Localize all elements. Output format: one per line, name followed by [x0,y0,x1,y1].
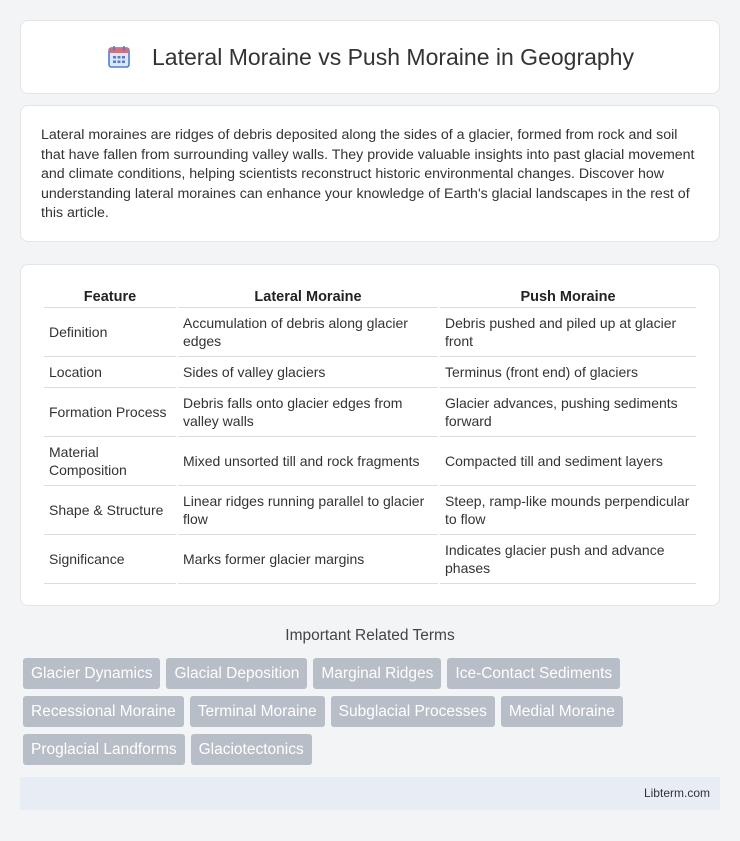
feature-cell: Shape & Structure [44,486,176,535]
footer [20,777,720,810]
intro-paragraph: Lateral moraines are ridges of debris deposited along the sides of a glacier, formed from rock and soil that have fallen from surrounding valley walls. They provide valuable insights into past glacial movement and climate conditions, helping scientists reconstruct historic environmental changes. Discover how understanding lateral moraines can enhance your knowledge of Earth's glacial landscapes in the rest of this article. [41,127,695,222]
push-cell: Debris pushed and piled up at glacier front [440,308,696,357]
related-term-tag[interactable]: Glaciotectonics [191,734,312,765]
intro-card [20,105,720,242]
calendar-icon [106,44,132,70]
feature-cell: Significance [44,535,176,584]
related-term-tag[interactable]: Subglacial Processes [331,696,495,727]
related-term-tag[interactable]: Medial Moraine [501,696,623,727]
lateral-cell: Accumulation of debris along glacier edges [178,308,438,357]
table-row [44,486,696,535]
header-inner [106,44,634,71]
table-row [44,308,696,357]
lateral-cell: Sides of valley glaciers [178,357,438,388]
page-title: Lateral Moraine vs Push Moraine in Geography [152,43,634,70]
comparison-card [20,264,720,606]
push-cell: Terminus (front end) of glaciers [440,357,696,388]
related-terms-list [23,658,723,765]
comparison-table [42,283,698,584]
column-header-push: Push Moraine [440,283,696,308]
related-term-tag[interactable]: Glacier Dynamics [23,658,160,689]
feature-cell: Location [44,357,176,388]
related-term-tag[interactable]: Terminal Moraine [190,696,325,727]
push-cell: Glacier advances, pushing sediments forward [440,388,696,437]
table-header-row [44,283,696,308]
feature-cell: Definition [44,308,176,357]
feature-cell: Formation Process [44,388,176,437]
header-card [20,20,720,94]
lateral-cell: Linear ridges running parallel to glacier flow [178,486,438,535]
lateral-cell: Marks former glacier margins [178,535,438,584]
footer-site-link[interactable]: Libterm.com [643,786,710,800]
push-cell: Compacted till and sediment layers [440,437,696,486]
push-cell: Steep, ramp-like mounds perpendicular to flow [440,486,696,535]
push-cell: Indicates glacier push and advance phases [440,535,696,584]
related-term-tag[interactable]: Proglacial Landforms [23,734,185,765]
column-header-feature: Feature [44,283,176,308]
column-header-lateral: Lateral Moraine [178,283,438,308]
lateral-cell: Debris falls onto glacier edges from valley walls [178,388,438,437]
feature-cell: Material Composition [44,437,176,486]
table-row [44,535,696,584]
table-row [44,437,696,486]
table-row [44,388,696,437]
related-term-tag[interactable]: Marginal Ridges [313,658,441,689]
related-term-tag[interactable]: Ice-Contact Sediments [447,658,620,689]
related-term-tag[interactable]: Glacial Deposition [166,658,307,689]
related-terms-title: Important Related Terms [285,627,455,644]
lateral-cell: Mixed unsorted till and rock fragments [178,437,438,486]
table-row [44,357,696,388]
related-term-tag[interactable]: Recessional Moraine [23,696,184,727]
